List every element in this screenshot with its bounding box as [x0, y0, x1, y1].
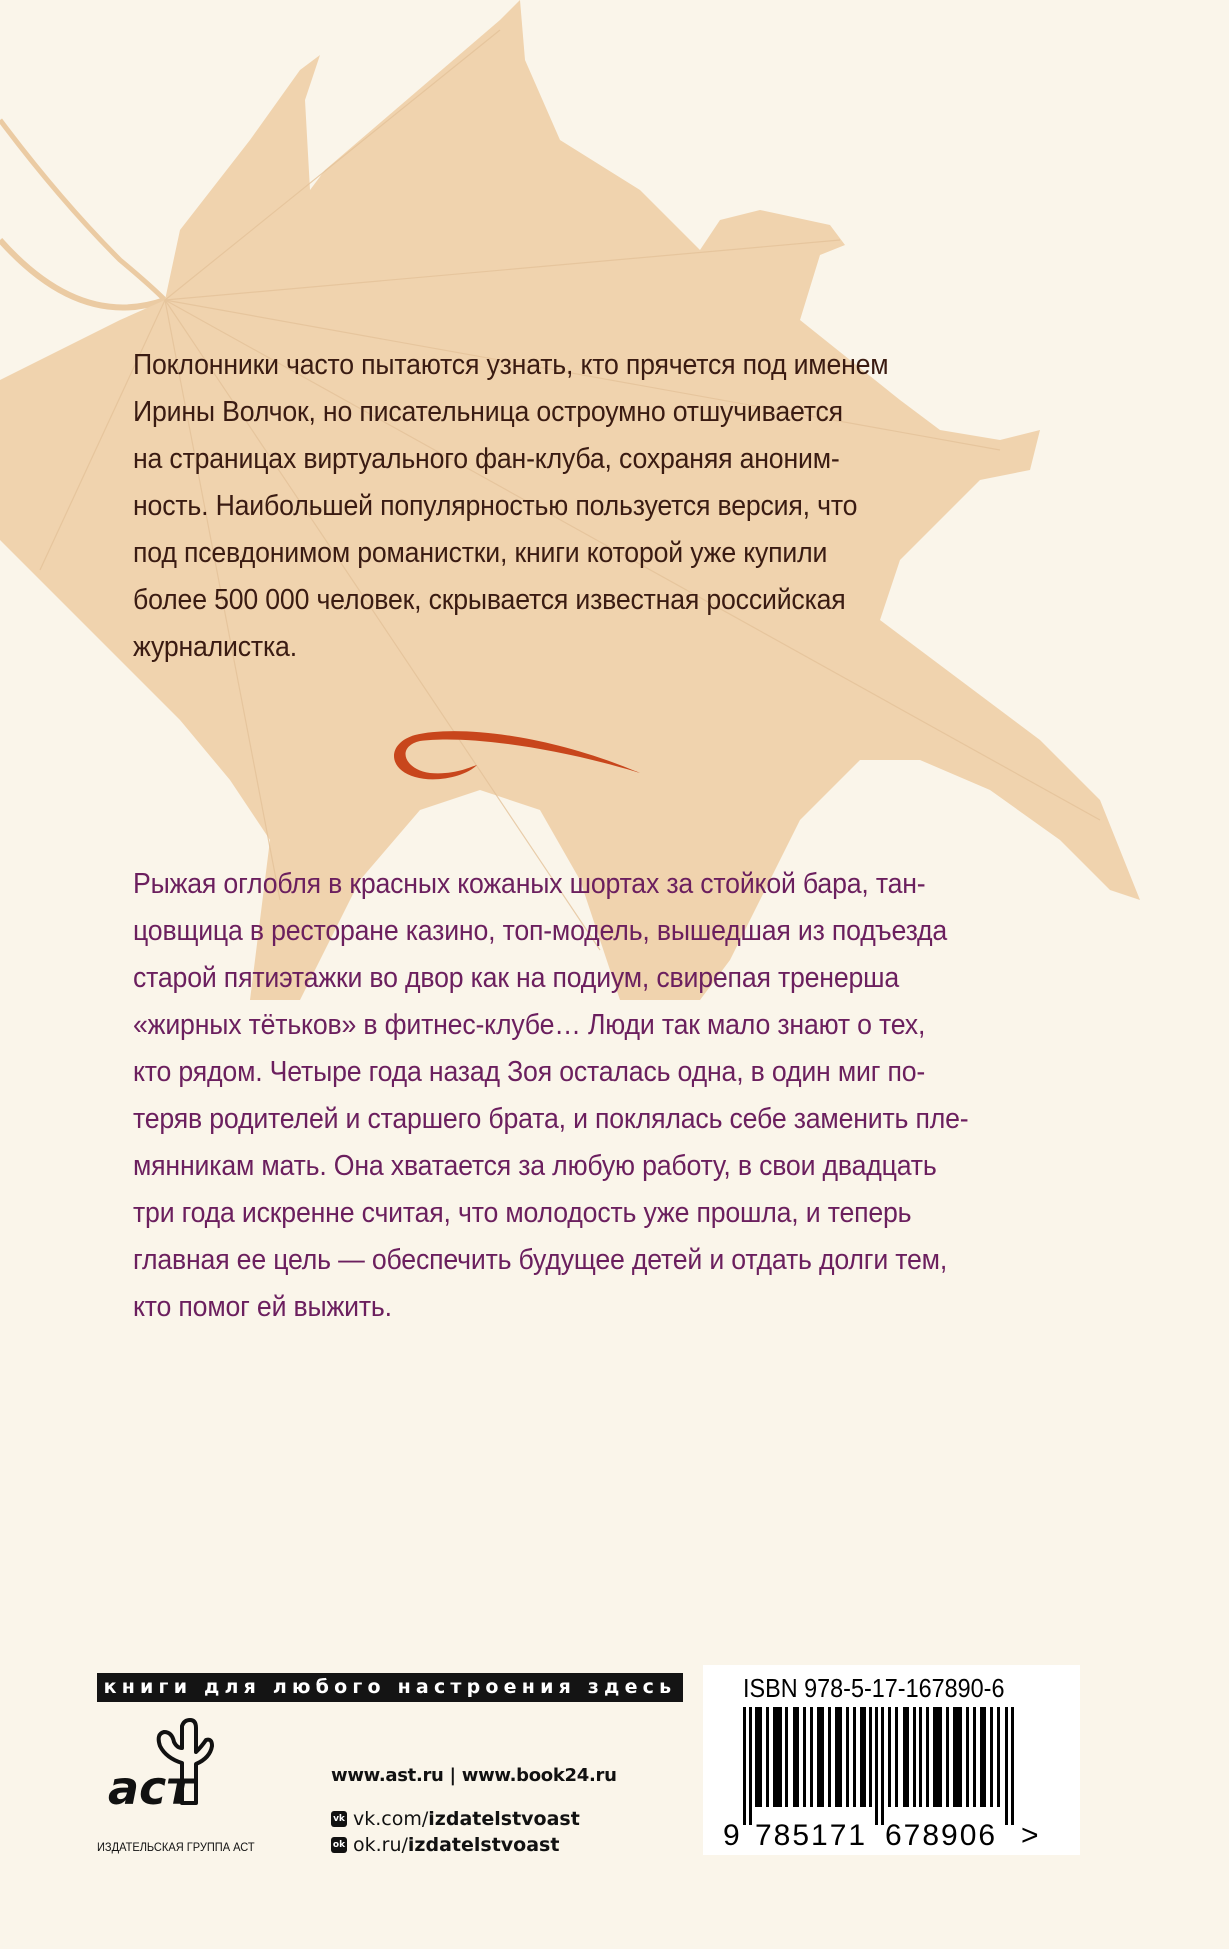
vk-prefix: vk.com/: [353, 1808, 429, 1830]
ok-link[interactable]: [331, 1834, 559, 1856]
svg-text:>: >: [1021, 1819, 1039, 1852]
tagline-banner: книги для любого настроения здесь: [97, 1673, 683, 1702]
synopsis-line: старой пятиэтажки во двор как на подиум, свирепая тренерша: [133, 962, 900, 994]
svg-text:9: 9: [723, 1819, 740, 1852]
isbn-barcode-block: [703, 1665, 1080, 1855]
synopsis-line: теряв родителей и старшего брата, и поклялась себе заменить пле-: [133, 1103, 969, 1135]
synopsis-line: Рыжая оглобля в красных кожаных шортах за стойкой бара, тан-: [133, 868, 926, 900]
author-blurb-line: Поклонники часто пытаются узнать, кто прячется под именем: [133, 349, 889, 381]
synopsis-line: цовщица в ресторане казино, топ-модель, вышедшая из подъезда: [133, 915, 948, 947]
synopsis-line: кто рядом. Четыре года назад Зоя осталась одна, в один миг по-: [133, 1056, 926, 1088]
svg-text:аст: аст: [108, 1761, 193, 1815]
synopsis-line: мянникам мать. Она хватается за любую работу, в свои двадцать: [133, 1150, 937, 1182]
synopsis-line: три года искренне считая, что молодость уже прошла, и теперь: [133, 1197, 912, 1229]
author-blurb-line: журналистка.: [133, 631, 297, 663]
author-blurb-line: под псевдонимом романистки, книги которой уже купили: [133, 537, 828, 569]
vk-link[interactable]: [331, 1808, 580, 1830]
svg-text:678906: 678906: [885, 1819, 998, 1852]
isbn-label: ISBN 978-5-17-167890-6: [743, 1673, 1005, 1703]
brush-stroke-ornament: [385, 725, 645, 790]
author-blurb: [133, 342, 1053, 671]
synopsis-line: «жирных тётьков» в фитнес-клубе… Люди так мало знают о тех,: [133, 1009, 926, 1041]
synopsis-line: главная ее цель — обеспечить будущее детей и отдать долги тем,: [133, 1244, 948, 1276]
ok-prefix: ok.ru/: [353, 1834, 408, 1856]
author-blurb-line: Ирины Волчок, но писательница остроумно отшучивается: [133, 396, 843, 428]
svg-text:785171: 785171: [755, 1819, 868, 1852]
publisher-name: ИЗДАТЕЛЬСКАЯ ГРУППА АСТ: [97, 1840, 255, 1854]
ok-handle: izdatelstvoast: [407, 1834, 560, 1856]
barcode-icon: [723, 1707, 1063, 1852]
author-blurb-line: на страницах виртуального фан-клуба, сохраняя аноним-: [133, 443, 840, 475]
ast-logo-icon: [104, 1718, 214, 1823]
ok-icon: ok: [331, 1837, 347, 1853]
author-blurb-line: ность. Наибольшей популярностью пользуется версия, что: [133, 490, 858, 522]
author-blurb-line: более 500 000 человек, скрывается известная российская: [133, 584, 846, 616]
synopsis: [133, 861, 1053, 1331]
vk-icon: vk: [331, 1811, 347, 1827]
website-links[interactable]: www.ast.ru | www.book24.ru: [331, 1765, 617, 1786]
vk-handle: izdatelstvoast: [428, 1808, 580, 1830]
synopsis-line: кто помог ей выжить.: [133, 1291, 392, 1323]
